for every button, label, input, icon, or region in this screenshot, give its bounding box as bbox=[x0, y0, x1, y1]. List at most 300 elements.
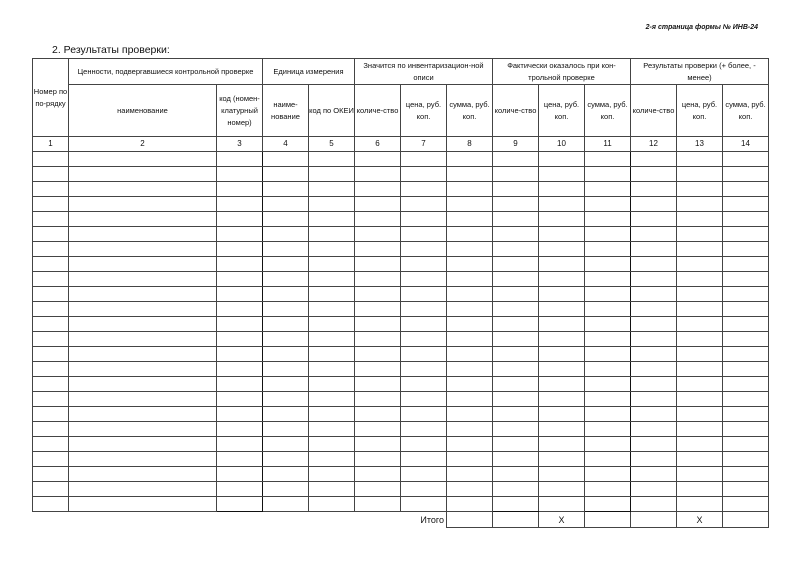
table-cell[interactable] bbox=[539, 152, 585, 167]
table-cell[interactable] bbox=[493, 392, 539, 407]
table-cell[interactable] bbox=[447, 377, 493, 392]
table-cell[interactable] bbox=[585, 362, 631, 377]
table-cell[interactable] bbox=[447, 392, 493, 407]
table-cell[interactable] bbox=[723, 392, 769, 407]
table-cell[interactable] bbox=[447, 302, 493, 317]
table-cell[interactable] bbox=[723, 422, 769, 437]
table-cell[interactable] bbox=[69, 362, 217, 377]
table-cell[interactable] bbox=[309, 242, 355, 257]
table-cell[interactable] bbox=[539, 347, 585, 362]
table-cell[interactable] bbox=[539, 242, 585, 257]
table-cell[interactable] bbox=[33, 407, 69, 422]
table-cell[interactable] bbox=[677, 227, 723, 242]
table-cell[interactable] bbox=[539, 407, 585, 422]
table-cell[interactable] bbox=[69, 467, 217, 482]
table-cell[interactable] bbox=[69, 317, 217, 332]
table-cell[interactable] bbox=[263, 467, 309, 482]
total-actual-qty[interactable] bbox=[493, 512, 539, 528]
table-cell[interactable] bbox=[309, 302, 355, 317]
table-cell[interactable] bbox=[217, 257, 263, 272]
table-cell[interactable] bbox=[355, 497, 401, 512]
table-cell[interactable] bbox=[585, 182, 631, 197]
table-cell[interactable] bbox=[539, 197, 585, 212]
table-cell[interactable] bbox=[355, 332, 401, 347]
table-cell[interactable] bbox=[69, 482, 217, 497]
table-cell[interactable] bbox=[263, 152, 309, 167]
table-cell[interactable] bbox=[447, 482, 493, 497]
table-cell[interactable] bbox=[401, 317, 447, 332]
table-cell[interactable] bbox=[585, 497, 631, 512]
table-cell[interactable] bbox=[447, 167, 493, 182]
table-cell[interactable] bbox=[723, 302, 769, 317]
table-cell[interactable] bbox=[585, 242, 631, 257]
table-cell[interactable] bbox=[217, 392, 263, 407]
table-cell[interactable] bbox=[447, 287, 493, 302]
table-cell[interactable] bbox=[631, 167, 677, 182]
table-cell[interactable] bbox=[401, 227, 447, 242]
table-cell[interactable] bbox=[263, 242, 309, 257]
table-cell[interactable] bbox=[309, 257, 355, 272]
table-cell[interactable] bbox=[539, 167, 585, 182]
table-cell[interactable] bbox=[69, 422, 217, 437]
table-cell[interactable] bbox=[723, 167, 769, 182]
table-cell[interactable] bbox=[309, 347, 355, 362]
table-cell[interactable] bbox=[493, 347, 539, 362]
table-cell[interactable] bbox=[585, 302, 631, 317]
table-cell[interactable] bbox=[447, 272, 493, 287]
table-cell[interactable] bbox=[263, 452, 309, 467]
table-cell[interactable] bbox=[355, 482, 401, 497]
table-cell[interactable] bbox=[723, 227, 769, 242]
table-cell[interactable] bbox=[401, 377, 447, 392]
table-cell[interactable] bbox=[33, 227, 69, 242]
table-cell[interactable] bbox=[33, 317, 69, 332]
table-cell[interactable] bbox=[69, 212, 217, 227]
table-cell[interactable] bbox=[585, 212, 631, 227]
table-cell[interactable] bbox=[355, 287, 401, 302]
table-cell[interactable] bbox=[33, 392, 69, 407]
table-cell[interactable] bbox=[355, 182, 401, 197]
table-cell[interactable] bbox=[217, 272, 263, 287]
table-cell[interactable] bbox=[631, 197, 677, 212]
table-cell[interactable] bbox=[539, 212, 585, 227]
table-cell[interactable] bbox=[69, 332, 217, 347]
table-cell[interactable] bbox=[309, 482, 355, 497]
table-cell[interactable] bbox=[355, 392, 401, 407]
table-cell[interactable] bbox=[447, 242, 493, 257]
table-cell[interactable] bbox=[493, 152, 539, 167]
table-cell[interactable] bbox=[539, 272, 585, 287]
table-cell[interactable] bbox=[309, 452, 355, 467]
table-cell[interactable] bbox=[723, 197, 769, 212]
table-cell[interactable] bbox=[539, 362, 585, 377]
table-cell[interactable] bbox=[677, 377, 723, 392]
table-cell[interactable] bbox=[69, 407, 217, 422]
table-cell[interactable] bbox=[493, 467, 539, 482]
table-cell[interactable] bbox=[401, 257, 447, 272]
table-cell[interactable] bbox=[447, 257, 493, 272]
table-cell[interactable] bbox=[401, 302, 447, 317]
table-cell[interactable] bbox=[355, 302, 401, 317]
table-cell[interactable] bbox=[217, 227, 263, 242]
table-cell[interactable] bbox=[217, 362, 263, 377]
table-cell[interactable] bbox=[69, 272, 217, 287]
table-cell[interactable] bbox=[309, 392, 355, 407]
table-cell[interactable] bbox=[401, 212, 447, 227]
total-inventory-sum[interactable] bbox=[447, 512, 493, 528]
table-cell[interactable] bbox=[631, 392, 677, 407]
table-cell[interactable] bbox=[217, 167, 263, 182]
table-cell[interactable] bbox=[539, 332, 585, 347]
table-cell[interactable] bbox=[585, 422, 631, 437]
table-cell[interactable] bbox=[677, 212, 723, 227]
table-cell[interactable] bbox=[401, 242, 447, 257]
table-cell[interactable] bbox=[585, 197, 631, 212]
table-cell[interactable] bbox=[677, 242, 723, 257]
table-cell[interactable] bbox=[447, 467, 493, 482]
table-cell[interactable] bbox=[677, 182, 723, 197]
table-cell[interactable] bbox=[493, 227, 539, 242]
table-cell[interactable] bbox=[631, 317, 677, 332]
table-cell[interactable] bbox=[585, 272, 631, 287]
table-cell[interactable] bbox=[309, 467, 355, 482]
table-cell[interactable] bbox=[723, 317, 769, 332]
table-cell[interactable] bbox=[585, 227, 631, 242]
table-cell[interactable] bbox=[447, 437, 493, 452]
table-cell[interactable] bbox=[33, 272, 69, 287]
table-cell[interactable] bbox=[631, 497, 677, 512]
table-cell[interactable] bbox=[723, 482, 769, 497]
table-cell[interactable] bbox=[309, 497, 355, 512]
table-cell[interactable] bbox=[585, 407, 631, 422]
table-cell[interactable] bbox=[631, 152, 677, 167]
table-cell[interactable] bbox=[69, 392, 217, 407]
table-cell[interactable] bbox=[677, 287, 723, 302]
table-cell[interactable] bbox=[447, 347, 493, 362]
table-cell[interactable] bbox=[539, 452, 585, 467]
table-cell[interactable] bbox=[309, 377, 355, 392]
table-cell[interactable] bbox=[585, 317, 631, 332]
table-cell[interactable] bbox=[585, 392, 631, 407]
table-cell[interactable] bbox=[263, 437, 309, 452]
table-cell[interactable] bbox=[263, 197, 309, 212]
table-cell[interactable] bbox=[69, 452, 217, 467]
table-cell[interactable] bbox=[585, 167, 631, 182]
table-cell[interactable] bbox=[217, 467, 263, 482]
table-cell[interactable] bbox=[263, 182, 309, 197]
table-cell[interactable] bbox=[493, 497, 539, 512]
table-cell[interactable] bbox=[493, 362, 539, 377]
table-cell[interactable] bbox=[263, 287, 309, 302]
table-cell[interactable] bbox=[217, 452, 263, 467]
table-cell[interactable] bbox=[33, 302, 69, 317]
table-cell[interactable] bbox=[493, 317, 539, 332]
table-cell[interactable] bbox=[677, 392, 723, 407]
table-cell[interactable] bbox=[585, 467, 631, 482]
table-cell[interactable] bbox=[69, 437, 217, 452]
table-cell[interactable] bbox=[309, 212, 355, 227]
table-cell[interactable] bbox=[69, 287, 217, 302]
table-cell[interactable] bbox=[631, 377, 677, 392]
table-cell[interactable] bbox=[585, 377, 631, 392]
table-cell[interactable] bbox=[631, 362, 677, 377]
table-cell[interactable] bbox=[401, 332, 447, 347]
table-cell[interactable] bbox=[677, 437, 723, 452]
table-cell[interactable] bbox=[33, 347, 69, 362]
table-cell[interactable] bbox=[677, 197, 723, 212]
table-cell[interactable] bbox=[677, 422, 723, 437]
table-cell[interactable] bbox=[677, 497, 723, 512]
table-cell[interactable] bbox=[355, 197, 401, 212]
table-cell[interactable] bbox=[33, 467, 69, 482]
table-cell[interactable] bbox=[69, 152, 217, 167]
table-cell[interactable] bbox=[447, 152, 493, 167]
table-cell[interactable] bbox=[33, 362, 69, 377]
table-cell[interactable] bbox=[69, 182, 217, 197]
table-cell[interactable] bbox=[401, 182, 447, 197]
table-cell[interactable] bbox=[631, 332, 677, 347]
table-cell[interactable] bbox=[539, 422, 585, 437]
table-cell[interactable] bbox=[401, 467, 447, 482]
table-cell[interactable] bbox=[69, 167, 217, 182]
table-cell[interactable] bbox=[355, 362, 401, 377]
table-cell[interactable] bbox=[539, 302, 585, 317]
table-cell[interactable] bbox=[217, 152, 263, 167]
table-cell[interactable] bbox=[355, 347, 401, 362]
table-cell[interactable] bbox=[263, 272, 309, 287]
table-cell[interactable] bbox=[447, 362, 493, 377]
table-cell[interactable] bbox=[309, 437, 355, 452]
table-cell[interactable] bbox=[217, 482, 263, 497]
table-cell[interactable] bbox=[585, 152, 631, 167]
table-cell[interactable] bbox=[493, 242, 539, 257]
table-cell[interactable] bbox=[493, 407, 539, 422]
table-cell[interactable] bbox=[493, 482, 539, 497]
table-cell[interactable] bbox=[217, 332, 263, 347]
table-cell[interactable] bbox=[539, 317, 585, 332]
table-cell[interactable] bbox=[493, 182, 539, 197]
table-cell[interactable] bbox=[33, 332, 69, 347]
table-cell[interactable] bbox=[723, 242, 769, 257]
table-cell[interactable] bbox=[631, 467, 677, 482]
table-cell[interactable] bbox=[309, 272, 355, 287]
table-cell[interactable] bbox=[631, 257, 677, 272]
table-cell[interactable] bbox=[447, 407, 493, 422]
table-cell[interactable] bbox=[447, 422, 493, 437]
table-cell[interactable] bbox=[309, 287, 355, 302]
table-cell[interactable] bbox=[217, 302, 263, 317]
table-cell[interactable] bbox=[217, 317, 263, 332]
table-cell[interactable] bbox=[401, 407, 447, 422]
table-cell[interactable] bbox=[33, 422, 69, 437]
table-cell[interactable] bbox=[631, 452, 677, 467]
table-cell[interactable] bbox=[69, 197, 217, 212]
table-cell[interactable] bbox=[493, 197, 539, 212]
table-cell[interactable] bbox=[33, 257, 69, 272]
table-cell[interactable] bbox=[447, 332, 493, 347]
table-cell[interactable] bbox=[631, 212, 677, 227]
table-cell[interactable] bbox=[401, 497, 447, 512]
table-cell[interactable] bbox=[723, 437, 769, 452]
table-cell[interactable] bbox=[447, 452, 493, 467]
table-cell[interactable] bbox=[217, 422, 263, 437]
table-cell[interactable] bbox=[539, 482, 585, 497]
table-cell[interactable] bbox=[723, 152, 769, 167]
table-cell[interactable] bbox=[631, 407, 677, 422]
table-cell[interactable] bbox=[677, 332, 723, 347]
table-cell[interactable] bbox=[447, 227, 493, 242]
table-cell[interactable] bbox=[263, 347, 309, 362]
table-cell[interactable] bbox=[355, 257, 401, 272]
table-cell[interactable] bbox=[585, 257, 631, 272]
table-cell[interactable] bbox=[217, 287, 263, 302]
table-cell[interactable] bbox=[493, 167, 539, 182]
table-cell[interactable] bbox=[69, 347, 217, 362]
table-cell[interactable] bbox=[631, 302, 677, 317]
table-cell[interactable] bbox=[401, 287, 447, 302]
table-cell[interactable] bbox=[401, 392, 447, 407]
table-cell[interactable] bbox=[309, 422, 355, 437]
table-cell[interactable] bbox=[677, 452, 723, 467]
table-cell[interactable] bbox=[585, 437, 631, 452]
table-cell[interactable] bbox=[447, 182, 493, 197]
table-cell[interactable] bbox=[355, 272, 401, 287]
table-cell[interactable] bbox=[585, 452, 631, 467]
table-cell[interactable] bbox=[309, 332, 355, 347]
table-cell[interactable] bbox=[631, 242, 677, 257]
table-cell[interactable] bbox=[69, 227, 217, 242]
table-cell[interactable] bbox=[69, 242, 217, 257]
table-cell[interactable] bbox=[539, 467, 585, 482]
table-cell[interactable] bbox=[723, 182, 769, 197]
table-cell[interactable] bbox=[723, 467, 769, 482]
table-cell[interactable] bbox=[69, 257, 217, 272]
table-cell[interactable] bbox=[355, 467, 401, 482]
table-cell[interactable] bbox=[723, 347, 769, 362]
table-cell[interactable] bbox=[723, 257, 769, 272]
table-cell[interactable] bbox=[723, 497, 769, 512]
table-cell[interactable] bbox=[309, 407, 355, 422]
table-cell[interactable] bbox=[355, 377, 401, 392]
table-cell[interactable] bbox=[447, 497, 493, 512]
table-cell[interactable] bbox=[33, 212, 69, 227]
table-cell[interactable] bbox=[33, 182, 69, 197]
table-cell[interactable] bbox=[263, 167, 309, 182]
table-cell[interactable] bbox=[69, 302, 217, 317]
table-cell[interactable] bbox=[585, 332, 631, 347]
table-cell[interactable] bbox=[401, 152, 447, 167]
table-cell[interactable] bbox=[723, 212, 769, 227]
table-cell[interactable] bbox=[33, 242, 69, 257]
table-cell[interactable] bbox=[33, 287, 69, 302]
table-cell[interactable] bbox=[631, 272, 677, 287]
table-cell[interactable] bbox=[217, 182, 263, 197]
table-cell[interactable] bbox=[263, 497, 309, 512]
table-cell[interactable] bbox=[309, 362, 355, 377]
table-cell[interactable] bbox=[263, 317, 309, 332]
table-cell[interactable] bbox=[217, 377, 263, 392]
table-cell[interactable] bbox=[33, 377, 69, 392]
table-cell[interactable] bbox=[447, 317, 493, 332]
table-cell[interactable] bbox=[723, 362, 769, 377]
table-cell[interactable] bbox=[263, 392, 309, 407]
table-cell[interactable] bbox=[217, 497, 263, 512]
table-cell[interactable] bbox=[539, 392, 585, 407]
table-cell[interactable] bbox=[585, 347, 631, 362]
table-cell[interactable] bbox=[539, 287, 585, 302]
table-cell[interactable] bbox=[263, 482, 309, 497]
table-cell[interactable] bbox=[263, 332, 309, 347]
table-cell[interactable] bbox=[677, 302, 723, 317]
table-cell[interactable] bbox=[401, 422, 447, 437]
table-cell[interactable] bbox=[539, 227, 585, 242]
table-cell[interactable] bbox=[539, 257, 585, 272]
table-cell[interactable] bbox=[723, 332, 769, 347]
table-cell[interactable] bbox=[677, 362, 723, 377]
table-cell[interactable] bbox=[263, 362, 309, 377]
table-cell[interactable] bbox=[677, 152, 723, 167]
table-cell[interactable] bbox=[631, 182, 677, 197]
table-cell[interactable] bbox=[217, 197, 263, 212]
table-cell[interactable] bbox=[677, 467, 723, 482]
table-cell[interactable] bbox=[677, 167, 723, 182]
table-cell[interactable] bbox=[263, 257, 309, 272]
table-cell[interactable] bbox=[355, 152, 401, 167]
table-cell[interactable] bbox=[723, 287, 769, 302]
table-cell[interactable] bbox=[493, 377, 539, 392]
table-cell[interactable] bbox=[33, 452, 69, 467]
total-results-qty[interactable] bbox=[631, 512, 677, 528]
table-cell[interactable] bbox=[309, 317, 355, 332]
table-cell[interactable] bbox=[401, 452, 447, 467]
table-cell[interactable] bbox=[677, 272, 723, 287]
table-cell[interactable] bbox=[585, 482, 631, 497]
table-cell[interactable] bbox=[723, 407, 769, 422]
table-cell[interactable] bbox=[539, 377, 585, 392]
table-cell[interactable] bbox=[33, 482, 69, 497]
table-cell[interactable] bbox=[33, 167, 69, 182]
table-cell[interactable] bbox=[263, 212, 309, 227]
table-cell[interactable] bbox=[355, 317, 401, 332]
table-cell[interactable] bbox=[447, 197, 493, 212]
table-cell[interactable] bbox=[217, 437, 263, 452]
table-cell[interactable] bbox=[677, 257, 723, 272]
table-cell[interactable] bbox=[355, 422, 401, 437]
table-cell[interactable] bbox=[33, 497, 69, 512]
table-cell[interactable] bbox=[493, 422, 539, 437]
table-cell[interactable] bbox=[401, 362, 447, 377]
table-cell[interactable] bbox=[401, 437, 447, 452]
table-cell[interactable] bbox=[401, 167, 447, 182]
table-cell[interactable] bbox=[539, 182, 585, 197]
table-cell[interactable] bbox=[493, 212, 539, 227]
table-cell[interactable] bbox=[493, 257, 539, 272]
table-cell[interactable] bbox=[69, 497, 217, 512]
table-cell[interactable] bbox=[309, 152, 355, 167]
table-cell[interactable] bbox=[447, 212, 493, 227]
table-cell[interactable] bbox=[631, 287, 677, 302]
table-cell[interactable] bbox=[539, 497, 585, 512]
table-cell[interactable] bbox=[401, 272, 447, 287]
table-cell[interactable] bbox=[631, 227, 677, 242]
table-cell[interactable] bbox=[217, 212, 263, 227]
table-cell[interactable] bbox=[677, 407, 723, 422]
table-cell[interactable] bbox=[69, 377, 217, 392]
table-cell[interactable] bbox=[631, 422, 677, 437]
table-cell[interactable] bbox=[355, 452, 401, 467]
table-cell[interactable] bbox=[263, 407, 309, 422]
table-cell[interactable] bbox=[539, 437, 585, 452]
